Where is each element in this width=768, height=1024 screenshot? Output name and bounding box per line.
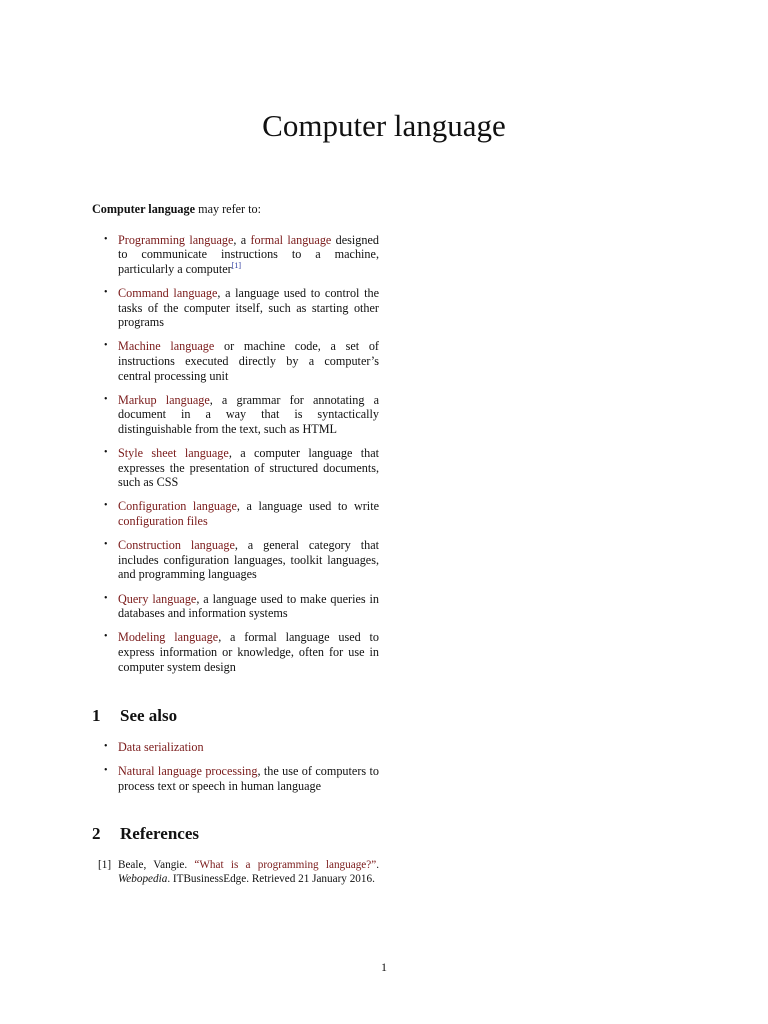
see-also-section xyxy=(92,740,379,803)
wiki-link[interactable]: Construction language xyxy=(118,538,235,553)
bullet-icon: • xyxy=(104,592,108,604)
bullet-icon: • xyxy=(104,447,108,459)
item-text: , a general category that includes configuration languages, toolkit languages, and programming languages xyxy=(118,538,379,582)
see-also-list xyxy=(92,740,379,793)
section-title: See also xyxy=(120,706,178,725)
bullet-icon: • xyxy=(104,741,108,752)
bullet-icon: • xyxy=(104,765,108,777)
reference-rest: . ITBusinessEdge. Retrieved 21 January 2016. xyxy=(167,873,375,886)
item-text: designed to communicate instructions to a machine, particularly a computer xyxy=(118,232,379,276)
list-item xyxy=(92,764,379,793)
disambiguation-list xyxy=(92,233,379,675)
citation-link[interactable]: [1] xyxy=(231,260,242,270)
section-title: References xyxy=(120,824,199,843)
reference-author: Beale, Vangie. xyxy=(118,859,195,871)
wiki-link[interactable]: Data serialization xyxy=(118,740,204,754)
item-text: , a grammar for annotating a document in a way that is syntactically distinguishable from the text, such as HTML xyxy=(118,392,380,436)
item-text: , the use of computers to process text or speech in human language xyxy=(118,764,379,793)
references-list xyxy=(92,858,379,886)
section-number: 2 xyxy=(92,824,101,843)
list-item xyxy=(92,538,379,582)
list-item xyxy=(92,393,379,437)
list-item xyxy=(92,740,379,755)
bullet-icon: • xyxy=(104,393,108,405)
wiki-link[interactable]: configuration files xyxy=(118,514,208,529)
section-number: 1 xyxy=(92,706,101,725)
bullet-icon: • xyxy=(104,539,108,551)
item-text: , a language used to make queries in databases and information systems xyxy=(118,591,379,621)
section-heading-see-also xyxy=(92,706,177,726)
bullet-icon: • xyxy=(104,631,108,643)
bullet-icon: • xyxy=(104,233,108,245)
reference-title-link[interactable]: “What is a programming language?” xyxy=(194,859,377,871)
list-item xyxy=(92,286,379,330)
intro-text: may refer to: xyxy=(195,202,262,216)
wiki-link[interactable]: Style sheet language xyxy=(118,446,229,461)
item-text: , a language used to write xyxy=(236,499,379,514)
list-item xyxy=(92,233,379,277)
intro-term: Computer language xyxy=(92,202,196,216)
reference-separator: . xyxy=(376,859,379,871)
wiki-link[interactable]: formal language xyxy=(250,232,332,247)
list-item xyxy=(92,499,379,528)
page-title: Computer language xyxy=(262,108,506,143)
item-text: , a computer language that expresses the presentation of structured documents, such as CSS xyxy=(118,446,379,490)
wiki-link[interactable]: Query language xyxy=(118,591,197,606)
list-item xyxy=(92,446,379,490)
item-text: , a language used to control the tasks of the computer itself, such as starting other programs xyxy=(118,285,379,330)
reference-label: [1] xyxy=(98,859,112,871)
intro-paragraph xyxy=(92,202,379,217)
bullet-icon: • xyxy=(104,340,108,352)
reference-work: Webopedia xyxy=(118,873,168,886)
wiki-link[interactable]: Natural language processing xyxy=(118,764,258,779)
page-number: 1 xyxy=(381,960,387,974)
wiki-link[interactable]: Programming language xyxy=(118,232,234,247)
reference-item xyxy=(92,858,379,886)
list-item xyxy=(92,339,379,383)
list-item xyxy=(92,630,379,674)
item-text: or machine code, a set of instructions executed directly by a computer’s central processing unit xyxy=(118,339,379,383)
wiki-link[interactable]: Machine language xyxy=(118,339,215,354)
list-item xyxy=(92,592,379,621)
wiki-link[interactable]: Command language xyxy=(118,285,218,300)
item-text: , a xyxy=(233,232,251,247)
bullet-icon: • xyxy=(104,286,108,298)
wiki-link[interactable]: Configuration language xyxy=(118,499,237,514)
item-text: , a formal language used to express information or knowledge, often for use in computer system design xyxy=(118,630,379,674)
section-heading-references xyxy=(92,824,199,844)
main-column xyxy=(92,202,379,684)
wiki-link[interactable]: Markup language xyxy=(118,392,210,407)
wiki-link[interactable]: Modeling language xyxy=(118,630,219,645)
bullet-icon: • xyxy=(104,500,108,512)
